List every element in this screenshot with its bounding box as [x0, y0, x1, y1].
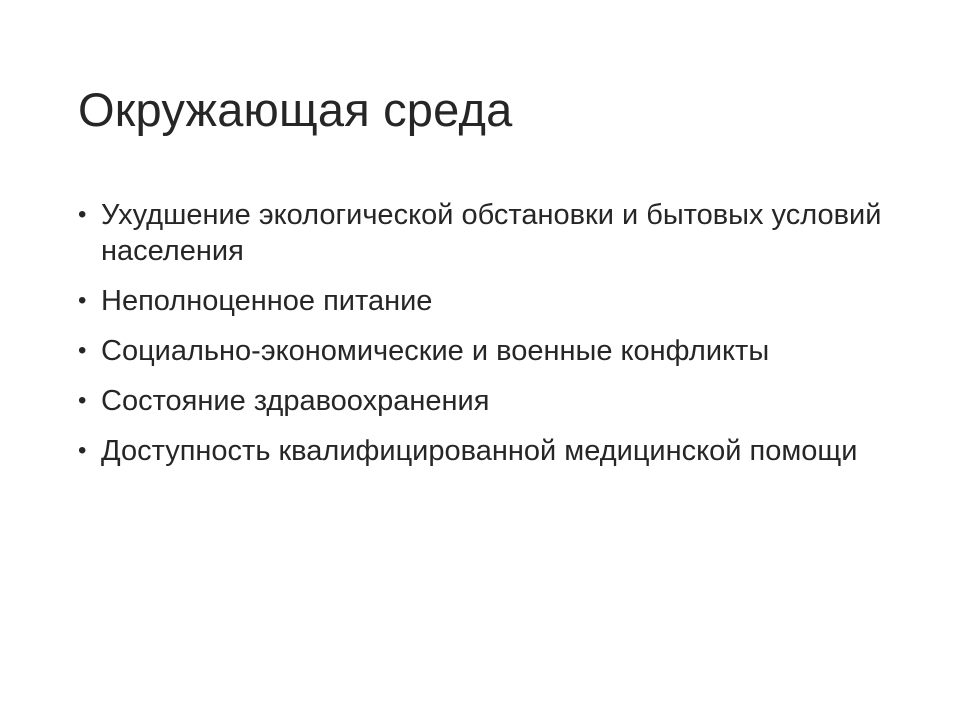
- bullet-text: Состояние здравоохранения: [101, 385, 490, 417]
- bullet-dot-icon: •: [78, 287, 87, 314]
- slide-title: Окружающая среда: [78, 83, 513, 136]
- bullet-item-nutrition: [78, 283, 898, 319]
- bullet-text: Ухудшение экологической обстановки и бытовых условий населения: [101, 199, 882, 267]
- bullet-dot-icon: •: [78, 337, 87, 364]
- bullet-text: Доступность квалифицированной медицинской помощи: [101, 435, 858, 467]
- bullet-item-healthcare: [78, 383, 898, 419]
- bullet-item-environment: [78, 197, 898, 269]
- bullet-text: Социально-экономические и военные конфликты: [101, 335, 770, 367]
- bullet-dot-icon: •: [78, 387, 87, 414]
- bullet-dot-icon: •: [78, 437, 87, 464]
- bullet-item-medical-access: [78, 433, 898, 469]
- bullet-text: Неполноценное питание: [101, 285, 433, 317]
- bullet-list: [78, 197, 898, 483]
- bullet-item-conflicts: [78, 333, 898, 369]
- bullet-dot-icon: •: [78, 201, 87, 228]
